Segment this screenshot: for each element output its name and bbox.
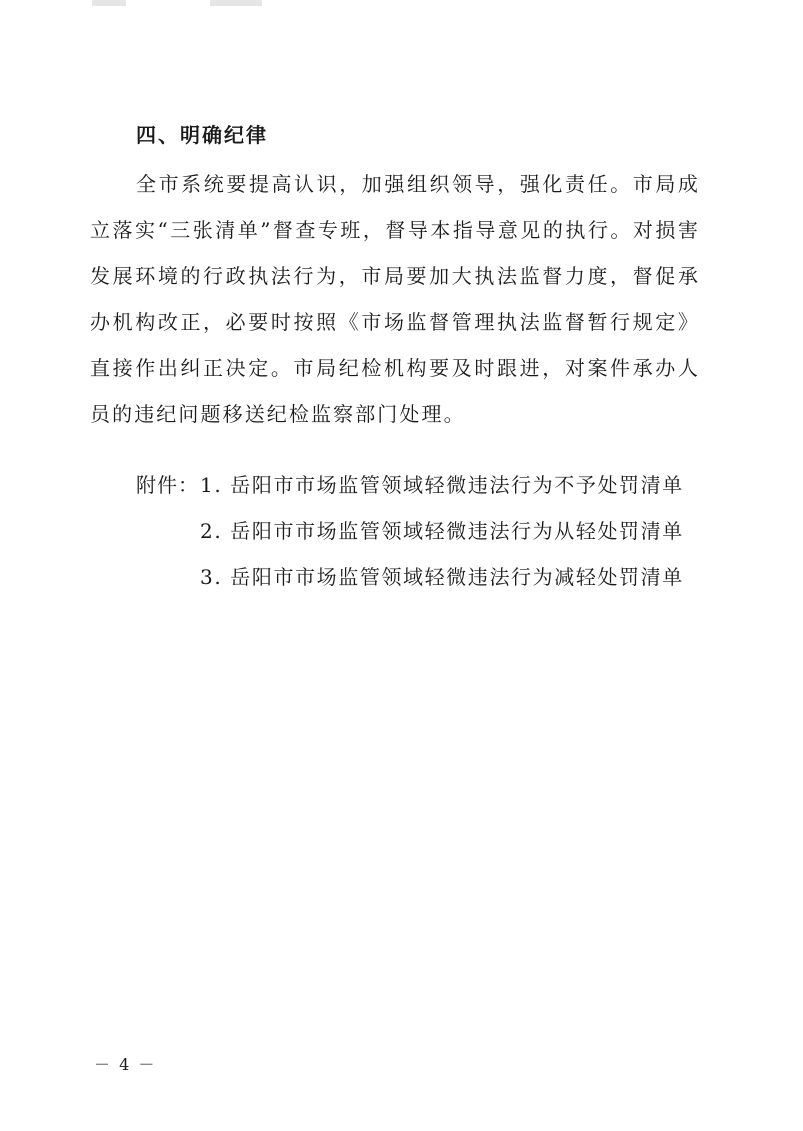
attachments-list [136, 462, 736, 600]
attachment-item: 1. 岳阳市市场监管领域轻微违法行为不予处罚清单 [200, 473, 684, 497]
attachments-label-spacer [136, 508, 200, 554]
section-heading: 四、明确纪律 [136, 123, 268, 147]
body-paragraph: 全市系统要提高认识，加强组织领导，强化责任。市局成立落实“三张清单”督查专班，督导本指导意见的执行。对损害发展环境的行政执法行为，市局要加大执法监督力度，督促承办机构改正，必要时按照《市场监督管理执法监督暂行规定》直接作出纠正决定。市局纪检机构要及时跟进，对案件承办人员的违纪问题移送纪检监察部门处理。 [90, 172, 700, 426]
attachments-label-spacer [136, 554, 200, 600]
attachment-row [136, 554, 736, 600]
scan-artifact [210, 0, 262, 6]
attachment-item: 3. 岳阳市市场监管领域轻微违法行为减轻处罚清单 [200, 565, 684, 589]
scan-artifact [92, 0, 126, 6]
attachment-row [136, 462, 736, 508]
attachments-label: 附件： [136, 473, 199, 497]
page-number: － 4 － [94, 1055, 157, 1074]
attachment-item: 2. 岳阳市市场监管领域轻微违法行为从轻处罚清单 [200, 519, 684, 543]
attachment-row [136, 508, 736, 554]
